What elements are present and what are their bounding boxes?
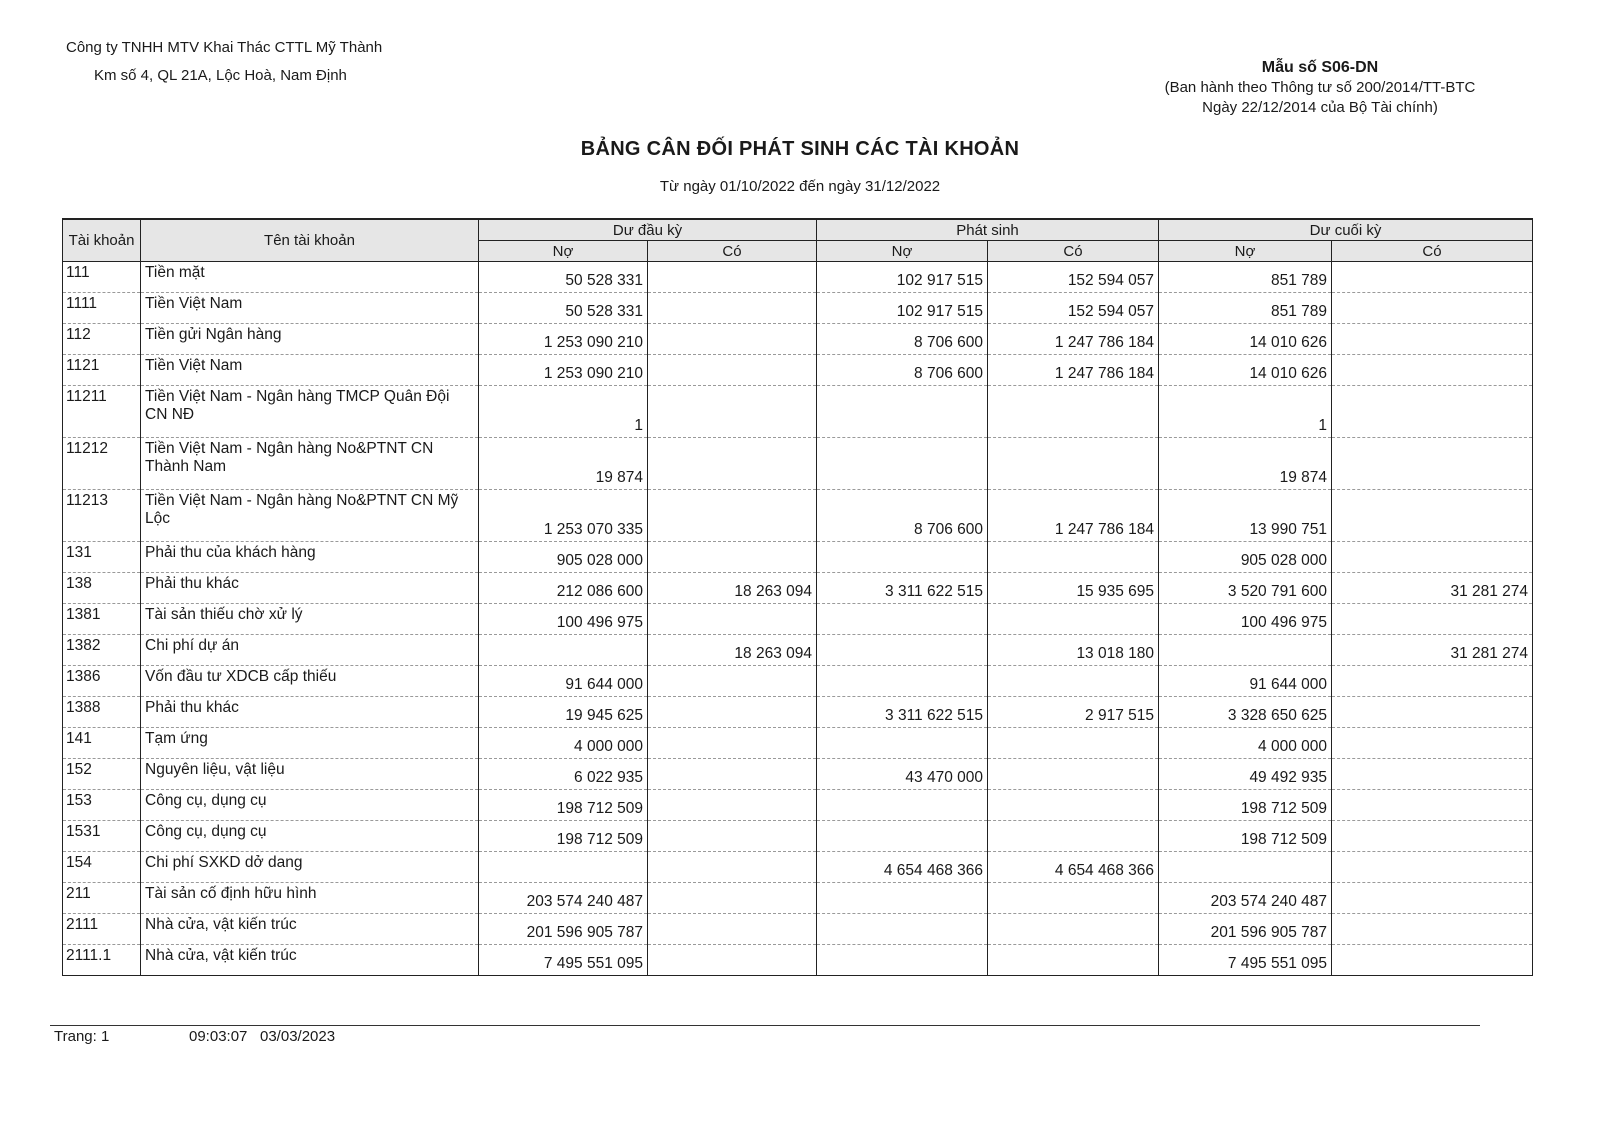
opening-debit-cell: 91 644 000 [479,666,648,697]
account-name-cell: Chi phí dự án [141,635,479,666]
opening-debit-cell: 1 253 070 335 [479,490,648,542]
movement-credit-cell: 152 594 057 [988,262,1159,293]
closing-debit-cell: 201 596 905 787 [1159,914,1332,945]
movement-debit-cell: 8 706 600 [817,324,988,355]
company-address: Km số 4, QL 21A, Lộc Hoà, Nam Định [94,67,347,84]
opening-debit-cell: 905 028 000 [479,542,648,573]
account-cell: 11213 [63,490,141,542]
form-issued-date: Ngày 22/12/2014 của Bộ Tài chính) [1202,99,1438,116]
form-issued-by: (Ban hành theo Thông tư số 200/2014/TT-BTC [1164,79,1476,96]
account-name-cell: Phải thu khác [141,573,479,604]
account-cell: 153 [63,790,141,821]
movement-debit-cell [817,945,988,976]
opening-credit-cell [648,852,817,883]
opening-debit-cell: 50 528 331 [479,262,648,293]
closing-debit-cell: 203 574 240 487 [1159,883,1332,914]
account-cell: 154 [63,852,141,883]
account-cell: 11211 [63,386,141,438]
account-name-cell: Nhà cửa, vật kiến trúc [141,945,479,976]
closing-credit-cell [1332,914,1533,945]
report-period: Từ ngày 01/10/2022 đến ngày 31/12/2022 [659,178,941,195]
account-name-cell: Tiền mặt [141,262,479,293]
opening-debit-cell [479,852,648,883]
closing-debit-cell: 3 328 650 625 [1159,697,1332,728]
company-name: Công ty TNHH MTV Khai Thác CTTL Mỹ Thành [66,39,383,56]
closing-debit-cell: 4 000 000 [1159,728,1332,759]
movement-credit-cell [988,790,1159,821]
opening-credit-cell: 18 263 094 [648,635,817,666]
closing-credit-cell [1332,790,1533,821]
movement-debit-cell [817,914,988,945]
header-opening-balance: Dư đầu kỳ [479,219,817,241]
movement-debit-cell [817,790,988,821]
account-name-cell: Công cụ, dụng cụ [141,821,479,852]
movement-credit-cell [988,883,1159,914]
opening-credit-cell [648,386,817,438]
account-cell: 2111.1 [63,945,141,976]
page-number: Trang: 1 [54,1028,110,1045]
closing-credit-cell [1332,945,1533,976]
opening-debit-cell: 1 [479,386,648,438]
closing-credit-cell: 31 281 274 [1332,573,1533,604]
movement-debit-cell [817,542,988,573]
opening-credit-cell [648,490,817,542]
table-row [63,438,1533,490]
account-cell: 138 [63,573,141,604]
closing-debit-cell: 905 028 000 [1159,542,1332,573]
closing-debit-cell: 13 990 751 [1159,490,1332,542]
closing-credit-cell [1332,438,1533,490]
movement-credit-cell [988,821,1159,852]
header-movement-credit: Có [988,241,1159,262]
movement-credit-cell [988,945,1159,976]
closing-debit-cell: 1 [1159,386,1332,438]
account-name-cell: Tiền Việt Nam - Ngân hàng TMCP Quân Đội CN NĐ [141,386,479,438]
account-cell: 1121 [63,355,141,386]
print-date: 03/03/2023 [260,1028,336,1045]
account-name-cell: Nhà cửa, vật kiến trúc [141,914,479,945]
closing-credit-cell [1332,386,1533,438]
form-info [1150,58,1490,118]
opening-credit-cell [648,790,817,821]
opening-credit-cell [648,666,817,697]
header-account-name: Tên tài khoản [141,219,479,262]
account-cell: 211 [63,883,141,914]
movement-debit-cell [817,604,988,635]
movement-debit-cell: 8 706 600 [817,355,988,386]
movement-credit-cell: 1 247 786 184 [988,355,1159,386]
account-name-cell: Tạm ứng [141,728,479,759]
table-row [63,324,1533,355]
closing-credit-cell [1332,852,1533,883]
movement-debit-cell [817,666,988,697]
print-time: 09:03:07 [189,1028,248,1045]
account-name-cell: Phải thu khác [141,697,479,728]
table-row [63,386,1533,438]
account-cell: 2111 [63,914,141,945]
closing-credit-cell [1332,728,1533,759]
closing-credit-cell: 31 281 274 [1332,635,1533,666]
header-movement-debit: Nợ [817,241,988,262]
account-name-cell: Vốn đầu tư XDCB cấp thiếu [141,666,479,697]
account-cell: 1388 [63,697,141,728]
table-row [63,262,1533,293]
opening-debit-cell: 19 874 [479,438,648,490]
account-name-cell: Tiền Việt Nam [141,355,479,386]
header-closing-balance: Dư cuối kỳ [1159,219,1533,241]
header-opening-credit: Có [648,241,817,262]
table-row [63,883,1533,914]
closing-credit-cell [1332,759,1533,790]
account-cell: 112 [63,324,141,355]
opening-debit-cell [479,635,648,666]
opening-credit-cell [648,324,817,355]
account-name-cell: Phải thu của khách hàng [141,542,479,573]
closing-debit-cell: 49 492 935 [1159,759,1332,790]
account-name-cell: Nguyên liệu, vật liệu [141,759,479,790]
closing-credit-cell [1332,293,1533,324]
table-row [63,293,1533,324]
opening-debit-cell: 7 495 551 095 [479,945,648,976]
closing-credit-cell [1332,355,1533,386]
movement-credit-cell [988,542,1159,573]
opening-debit-cell: 198 712 509 [479,790,648,821]
movement-debit-cell: 3 311 622 515 [817,573,988,604]
closing-debit-cell: 198 712 509 [1159,790,1332,821]
table-row [63,573,1533,604]
form-code: Mẫu số S06-DN [1261,59,1379,76]
page-footer [54,1028,336,1045]
closing-debit-cell: 198 712 509 [1159,821,1332,852]
closing-debit-cell: 19 874 [1159,438,1332,490]
table-body [63,262,1533,976]
movement-credit-cell [988,666,1159,697]
table-row [63,666,1533,697]
opening-credit-cell [648,262,817,293]
movement-credit-cell: 13 018 180 [988,635,1159,666]
movement-credit-cell [988,604,1159,635]
account-name-cell: Tài sản thiếu chờ xử lý [141,604,479,635]
opening-credit-cell [648,697,817,728]
table-row [63,790,1533,821]
table-row [63,914,1533,945]
closing-credit-cell [1332,604,1533,635]
closing-debit-cell: 91 644 000 [1159,666,1332,697]
table-row [63,759,1533,790]
opening-credit-cell [648,438,817,490]
movement-credit-cell [988,914,1159,945]
movement-debit-cell: 4 654 468 366 [817,852,988,883]
movement-credit-cell: 15 935 695 [988,573,1159,604]
movement-debit-cell [817,883,988,914]
account-cell: 131 [63,542,141,573]
closing-credit-cell [1332,490,1533,542]
opening-credit-cell [648,914,817,945]
opening-credit-cell [648,883,817,914]
account-name-cell: Chi phí SXKD dở dang [141,852,479,883]
table-row [63,604,1533,635]
opening-credit-cell: 18 263 094 [648,573,817,604]
closing-debit-cell: 7 495 551 095 [1159,945,1332,976]
opening-debit-cell: 4 000 000 [479,728,648,759]
movement-credit-cell [988,438,1159,490]
account-cell: 141 [63,728,141,759]
opening-credit-cell [648,293,817,324]
movement-debit-cell: 102 917 515 [817,262,988,293]
opening-debit-cell: 198 712 509 [479,821,648,852]
opening-credit-cell [648,945,817,976]
account-cell: 152 [63,759,141,790]
account-cell: 1386 [63,666,141,697]
movement-debit-cell [817,386,988,438]
closing-debit-cell: 14 010 626 [1159,355,1332,386]
table-row [63,697,1533,728]
table-row [63,728,1533,759]
closing-credit-cell [1332,697,1533,728]
header-account: Tài khoản [63,219,141,262]
account-cell: 1531 [63,821,141,852]
movement-credit-cell: 4 654 468 366 [988,852,1159,883]
movement-debit-cell [817,728,988,759]
page-title: BẢNG CÂN ĐỐI PHÁT SINH CÁC TÀI KHOẢN [580,138,1020,160]
closing-credit-cell [1332,262,1533,293]
closing-credit-cell [1332,666,1533,697]
header-movement: Phát sinh [817,219,1159,241]
opening-debit-cell: 212 086 600 [479,573,648,604]
opening-debit-cell: 201 596 905 787 [479,914,648,945]
opening-debit-cell: 6 022 935 [479,759,648,790]
movement-credit-cell: 1 247 786 184 [988,324,1159,355]
closing-debit-cell: 100 496 975 [1159,604,1332,635]
account-name-cell: Công cụ, dụng cụ [141,790,479,821]
account-name-cell: Tiền Việt Nam [141,293,479,324]
opening-debit-cell: 1 253 090 210 [479,355,648,386]
movement-debit-cell: 43 470 000 [817,759,988,790]
closing-credit-cell [1332,542,1533,573]
header-opening-debit: Nợ [479,241,648,262]
table-row [63,945,1533,976]
movement-credit-cell [988,759,1159,790]
header-closing-credit: Có [1332,241,1533,262]
closing-debit-cell: 3 520 791 600 [1159,573,1332,604]
opening-credit-cell [648,728,817,759]
account-name-cell: Tài sản cố định hữu hình [141,883,479,914]
table-row [63,490,1533,542]
movement-credit-cell: 1 247 786 184 [988,490,1159,542]
closing-credit-cell [1332,324,1533,355]
closing-debit-cell: 851 789 [1159,293,1332,324]
account-cell: 1111 [63,293,141,324]
footer-divider [50,1025,1480,1026]
account-name-cell: Tiền Việt Nam - Ngân hàng No&PTNT CN Mỹ Lộc [141,490,479,542]
closing-debit-cell: 14 010 626 [1159,324,1332,355]
closing-debit-cell [1159,635,1332,666]
movement-debit-cell [817,635,988,666]
movement-credit-cell: 2 917 515 [988,697,1159,728]
opening-debit-cell: 203 574 240 487 [479,883,648,914]
movement-credit-cell [988,386,1159,438]
account-name-cell: Tiền Việt Nam - Ngân hàng No&PTNT CN Thành Nam [141,438,479,490]
header-closing-debit: Nợ [1159,241,1332,262]
opening-credit-cell [648,542,817,573]
opening-debit-cell: 50 528 331 [479,293,648,324]
opening-credit-cell [648,821,817,852]
account-cell: 111 [63,262,141,293]
opening-debit-cell: 1 253 090 210 [479,324,648,355]
opening-debit-cell: 100 496 975 [479,604,648,635]
movement-credit-cell [988,728,1159,759]
closing-credit-cell [1332,883,1533,914]
movement-debit-cell [817,821,988,852]
account-cell: 1381 [63,604,141,635]
movement-debit-cell [817,438,988,490]
trial-balance-table [62,218,1533,976]
movement-debit-cell: 102 917 515 [817,293,988,324]
table-row [63,355,1533,386]
table-row [63,821,1533,852]
account-cell: 1382 [63,635,141,666]
opening-credit-cell [648,355,817,386]
closing-debit-cell: 851 789 [1159,262,1332,293]
closing-credit-cell [1332,821,1533,852]
movement-credit-cell: 152 594 057 [988,293,1159,324]
company-block [66,34,382,90]
closing-debit-cell [1159,852,1332,883]
account-name-cell: Tiền gửi Ngân hàng [141,324,479,355]
movement-debit-cell: 3 311 622 515 [817,697,988,728]
opening-debit-cell: 19 945 625 [479,697,648,728]
table-row [63,542,1533,573]
opening-credit-cell [648,604,817,635]
account-cell: 11212 [63,438,141,490]
table-row [63,635,1533,666]
table-row [63,852,1533,883]
movement-debit-cell: 8 706 600 [817,490,988,542]
opening-credit-cell [648,759,817,790]
